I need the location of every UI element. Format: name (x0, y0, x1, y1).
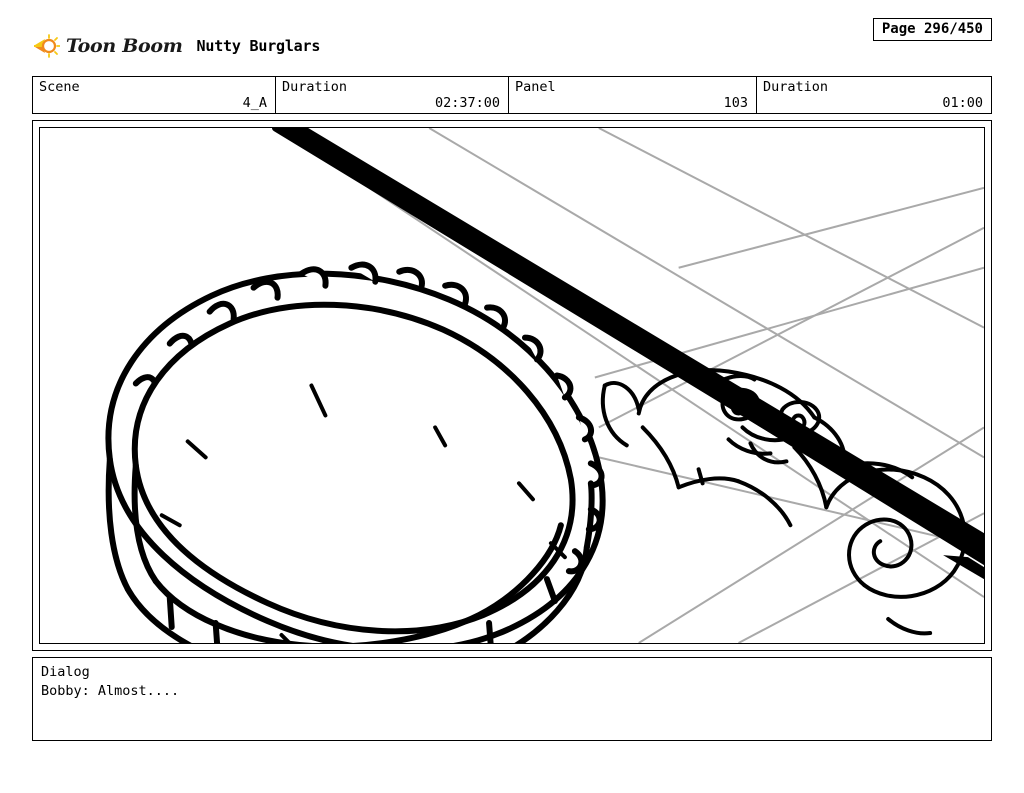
page-title: Nutty Burglars (196, 37, 321, 55)
brand (32, 34, 183, 58)
storyboard-artwork (39, 127, 985, 644)
brand-name: Toon Boom (66, 35, 183, 57)
scene-duration-value: 02:37:00 (434, 95, 500, 111)
dialog-line: Bobby: Almost.... (41, 683, 180, 699)
info-cell-scene (33, 77, 276, 113)
info-cell-panel-duration (757, 77, 991, 113)
sunburst-logo-icon (32, 34, 60, 58)
storyboard-panel-frame (32, 120, 992, 651)
panel-info-bar (32, 76, 992, 114)
info-cell-panel (509, 77, 757, 113)
panel-duration-value: 01:00 (942, 95, 983, 111)
page-header (32, 0, 992, 70)
page-number-badge: Page 296/450 (873, 18, 992, 41)
dialog-box (32, 657, 992, 741)
scene-label: Scene (39, 79, 80, 95)
panel-value: 103 (723, 95, 748, 111)
scene-duration-label: Duration (282, 79, 348, 95)
info-cell-scene-duration (276, 77, 509, 113)
panel-label: Panel (515, 79, 556, 95)
scene-value: 4_A (242, 95, 267, 111)
panel-duration-label: Duration (763, 79, 829, 95)
dialog-label: Dialog (41, 664, 90, 680)
